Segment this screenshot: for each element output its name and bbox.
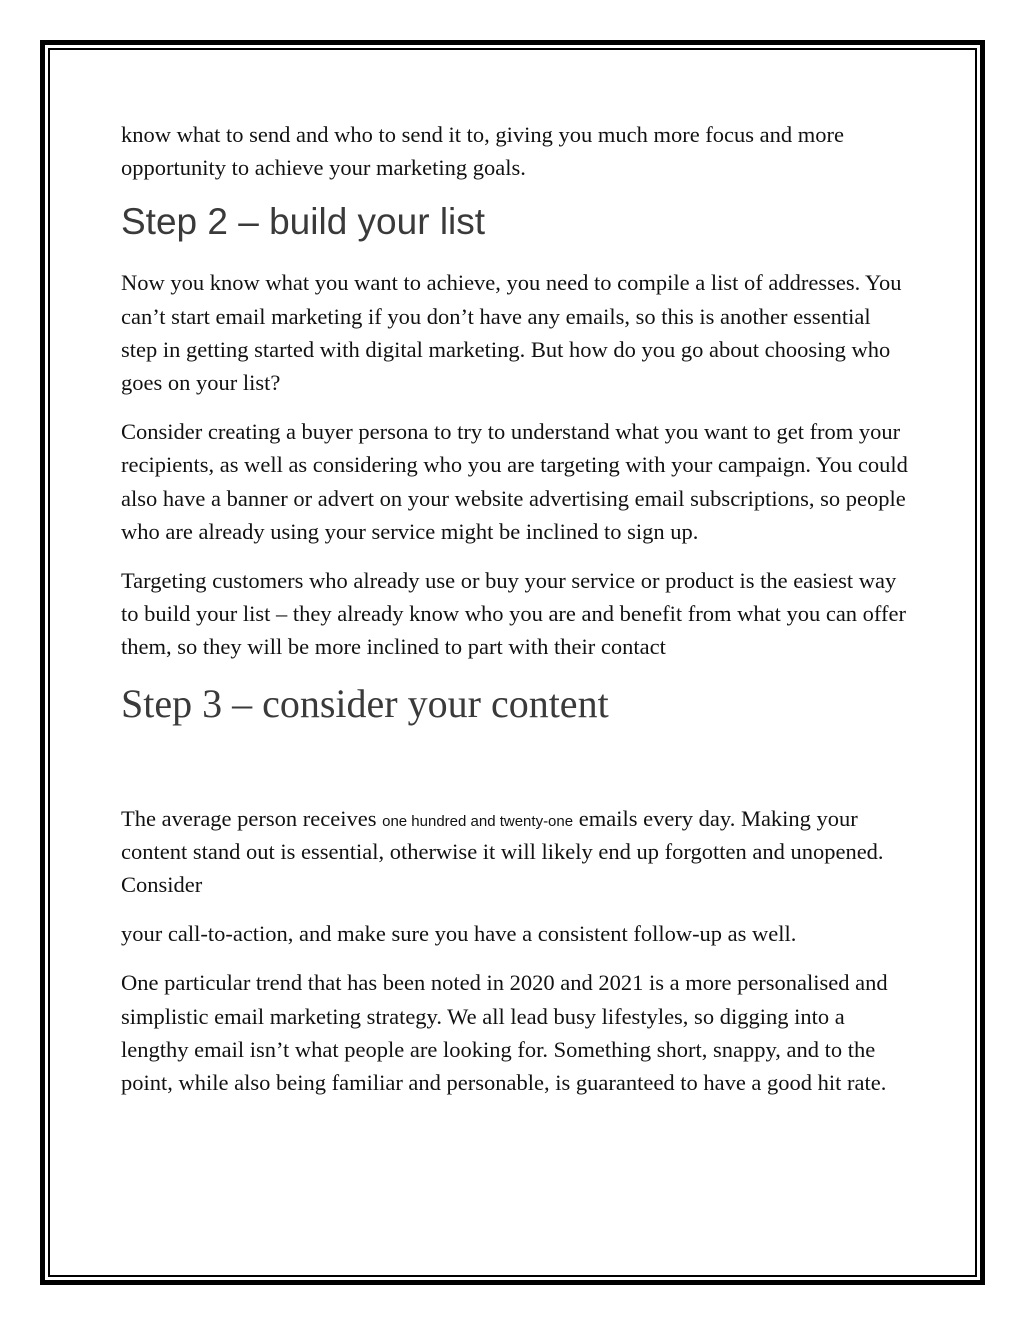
- step2-paragraph-3: Targeting customers who already use or buy your service or product is the easiest way to build your list – they already know who you are and benefit from what you can offer them, so they will be more inclined to part with their contact: [121, 568, 906, 660]
- email-count-text: one hundred and twenty-one: [382, 812, 574, 830]
- document-body: [121, 118, 911, 1115]
- intro-paragraph: know what to send and who to send it to, giving you much more focus and more opportunity to achieve your marketing goals.: [121, 122, 845, 181]
- step2-heading: Step 2 – build your list: [121, 201, 486, 243]
- step2-paragraph-2: Consider creating a buyer persona to try to understand what you want to get from your recipients, as well as considering who you are targeting with your campaign. You could also have a banner or advert on your website advertising email subscriptions, so people who are already using your service might be inclined to sign up.: [121, 419, 908, 544]
- step3-paragraph-2: your call-to-action, and make sure you have a consistent follow-up as well.: [121, 921, 797, 947]
- step3-paragraph-1: [121, 802, 911, 902]
- step2-paragraph-1: Now you know what you want to achieve, you need to compile a list of addresses. You can’t start email marketing if you don’t have any emails, so this is another essential step in getting started with digital marketing. But how do you go about choosing who goes on your list?: [121, 270, 902, 396]
- step3-p1-end: emails every day. Making your content stand out is essential, otherwise it will likely end up forgotten and unopened. Consider: [121, 805, 884, 898]
- section-gap: [121, 728, 911, 802]
- step3-p1-start: The average person receives: [121, 805, 383, 831]
- step3-paragraph-3: One particular trend that has been noted in 2020 and 2021 is a more personalised and simplistic email marketing strategy. We all lead busy lifestyles, so digging into a lengthy email isn’t what people are looking for. Something short, snappy, and to the point, while also being familiar and personable, is guaranteed to have a good hit rate.: [121, 970, 888, 1096]
- step3-heading: Step 3 – consider your content: [121, 680, 609, 726]
